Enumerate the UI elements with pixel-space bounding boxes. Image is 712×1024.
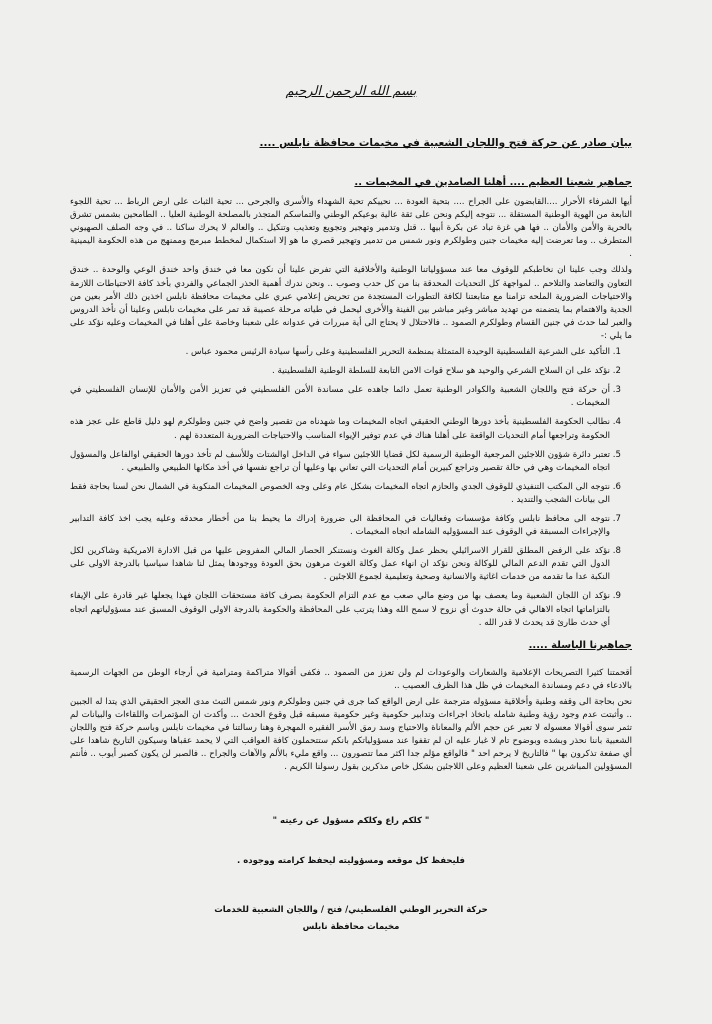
- statement-title: بيان صادر عن حركة فتح واللجان الشعبية في مخيمات محافظة نابلس ....: [259, 137, 632, 149]
- point-9: 9. نؤكد ان اللجان الشعبية وما يعصف بها من وضع مالي صعب مع عدم التزام الحكومة بصرف كافة مستحقات اللجان فهذا يجعلها غير قادرة على الإيفاء بالتزاماتها اتجاه الاهالي في حالة حدوث أي نزوح لا سمح الله وهذا يترتب على المحافظة والحكومة بالدرجة الاولى الوقوف المسبق عند مسؤولياتهم اتجاه أي حدث طارئ قد يحدث لا قدر الله .: [70, 590, 610, 629]
- point-1: 1. التأكيد على الشرعية الفلسطينية الوحيدة المتمثلة بمنظمة التحرير الفلسطينية وعلى رأسها سيادة الرئيس محمود عباس .: [70, 346, 610, 359]
- point-4: 4. نطالب الحكومة الفلسطينية بأخذ دورها الوطني الحقيقي اتجاه المخيمات وما شهدناه من تقصير واضح في جنين وطولكرم لهو دليل قاطع على عجز هذه الحكومة وتراجعها أمام التحديات الواقعة على أهلنا هناك في عدم توفير الإيواء المناسب والاحتياجات الضرورية المتعددة لهم .: [70, 416, 610, 442]
- bismillah-heading: بسم الله الرحمن الرحيم: [285, 84, 417, 99]
- point-7: 7. نتوجه الى محافظ نابلس وكافة مؤسسات وفعاليات في المحافظة الى ضرورة إدراك ما يحيط بنا من أخطار محدقه وعليه يجب اخذ كافة التدابير والإجراءات المسبقة في الوقوف عند المسؤوليه الشامله اتجاه المخيمات .: [70, 513, 610, 539]
- motto-line: فليحفظ كل موقعه ومسؤوليته ليحفظ كرامته ووجوده .: [237, 856, 465, 867]
- points-list: [70, 346, 632, 630]
- point-8: 8. نؤكد على الرفض المطلق للقرار الاسرائيلي بحظر عمل وكالة الغوث ونستنكر الحصار المالي المفروض عليها من قبل الادارة الامريكية وشاكرين لكل الدول التي تقدم الدعم المالي للوكالة ونحن نؤكد ان انهاء عمل وكالة الغوث مرهون بحق العودة ووجودها يمثل لنا شاهدا سياسيا بالدرجة الاولى على النكبة عدا ما تقدمه من خدمات اغاثية والانسانية وصحية وتعليمية لجموع اللاجئين .: [70, 545, 610, 584]
- signature-location: مخيمات محافظة نابلس: [302, 922, 400, 933]
- hadith-quote: " كلكم راع وكلكم مسؤول عن رعيته ": [272, 816, 430, 827]
- intro-paragraph-2: ولذلك وجب علينا ان نخاطبكم للوقوف معا عند مسؤولياتنا الوطنية والأخلاقية التي تفرض علينا أن نكون معا في خندق واحد خندق الوعي والوحدة .. خندق التعاون والتعاضد والتلاحم .. لمواجهة كل التحديات المحدقة بنا من كل حدب وصوب .. ونحن ندرك أهمية الحذر الجماعي والفردي بأخذ كافة الاحتياطات اللازمة والاحتياجات الضرورية الملحه تزامنا مع متابعتنا لكافة التطورات المستجدة من تحريض إعلامي عبري على مخيمات محافظة نابلس اخذين ذلك الأمر بعين من الجدية والاهتمام بما يتضمنه من تهديد مباشر وغير مباشر بين الفينة والأخرى ليحمل في طياته مرحلة عصيبة قد تمر على مخيمات نابلس وعلينا أن نأخذ الدروس والعبر لما حدث في جنين القسام وطولكرم الصمود .. فالاحتلال لا يحتاج الى أية مبررات في عدوانه على شعبنا وخاصة على أهلنا في المخيمات وعليه نؤكد على ما يلي :-: [70, 265, 632, 341]
- point-3: 3. أن حركة فتح واللجان الشعبية والكوادر الوطنية تعمل دائما جاهده على مساندة الأمن الفلسطيني في تعزيز الأمن والأمان للإنسان الفلسطيني في المخيمات .: [70, 384, 610, 410]
- intro-paragraph-1: أيها الشرفاء الأحرار ....القابضون على الجراح .... بتحية العودة ... نحييكم تحية الشهداء والأسرى والجرحى ... تحية الثبات على ارض الرباط ... تحية اللجوء النابعة من الهوية الوطنية المستقلة ... نتوجه إليكم ونحن على ثقة عالية بوعيكم الوطني والتماسكم المتجذر بالمصلحة الوطنية العليا .. الطامحين بشمس تشرق بالحرية والأمن والأمان .. فها هي غزة تباد عن بكرة أبيها .. قتل وتدمير وتهجير وتجويع وتعذيب وتنكيل .. والعالم لا يحرك ساكنا .. في وجه الصلف الصهيوني المتطرف .. وما تعرضت إليه مخيمات جنين وطولكرم ونور شمس من تدمير وتهجير قصري ما هو إلا استكمال لمخطط مبرمج وممنهج من هذه الحكومة اليمينية .: [70, 197, 632, 260]
- signature-organization: حركة التحرير الوطني الفلسطيني/ فتح / واللجان الشعبية للخدمات: [214, 905, 488, 916]
- salutation: جماهير شعبنا العظيم .... أهلنا الصامدين في المخيمات ..: [354, 177, 632, 188]
- point-5: 5. تعتبر دائرة شؤون اللاجئين المرجعية الوطنية الرسمية لكل قضايا اللاجئين سواء في الداخل اوالشتات وللأسف لم تأخذ دورها الحقيقي اوالفاعل والمسؤول اتجاه المخيمات وهي في حالة تقصير وتراجع كبيرين أمام التحديات التي تعاني بها وعليها أن تراجع نفسها في أخذ مكانها الطبيعي والطبيعي .: [70, 449, 610, 475]
- signature-block: [70, 902, 632, 936]
- point-2: 2. نؤكد على ان السلاح الشرعي والوحيد هو سلاح قوات الامن التابعة للسلطة الوطنية الفلسطينية .: [70, 365, 610, 378]
- point-6: 6. نتوجه الى المكتب التنفيذي للوقوف الجدي والحازم اتجاه المخيمات بشكل عام وعلى وجه الخصوص المخيمات المنكوبة في الشمال نحن لسنا بحاجة فقط الى بيانات الشجب والتنديد .: [70, 481, 610, 507]
- closing-paragraph-1: أقحمتنا كثيرا التصريحات الإعلامية والشعارات والوعودات لم ولن تعزز من الصمود .. فكفى أقوالا متراكمة ومترامية في أرجاء الوطن من الجهات الرسمية بالادعاء في دعم ومساندة المخيمات في ظل هذا الظرف العصيب ..: [70, 667, 632, 691]
- closing-paragraph-2: نحن بحاجة الى وقفه وطنية وأخلاقية مسؤوله مترجمة على ارض الواقع كما جرى في جنين وطولكرم ونور شمس التبث مدى العجز الحقيقي الذي يتدا له الجبين .. وأثبتت عدم وجود رؤية وطنية شامله باتخاذ اجراءات وتدابير حكومية وغير حكومية مسبقه قبل وقوع الحدث ... وأكدت ان المؤتمرات واللقاءات والبيانات لم تثمر سوى أقوالا معسوله لا تعبر عن حجم الألم والمعاناة والاحتياج وسد رمق الأسر الفقيره المهجرة وهنا رسالتنا في مخيمات نابلس وباسم حركة فتح واللجان الشعبية باننا نحذر وبشده وبوضوح تام لا غبار عليه ان لم تقفوا عند مسؤولياتكم بانكم ستتحملون كافة العواقب التي لا يحمد عقباها وسيكون التاريخ شاهدا على أي صفعة تذكرون بها " فالتاريخ لا يرحم احد " فالواقع مؤلم جدا اكثر مما تتصورون ... واقع مليء بالألم والآهات والجراح .. فالصبر لن يكون كصبر أيوب .. فأنتم المسؤولين المباشرين على شعبنا العظيم وعلى اللاجئين بشكل خاص مذكرين بقول رسولنا الكريم .: [70, 696, 632, 773]
- section-heading: جماهيرنا الباسلة .....: [528, 639, 632, 651]
